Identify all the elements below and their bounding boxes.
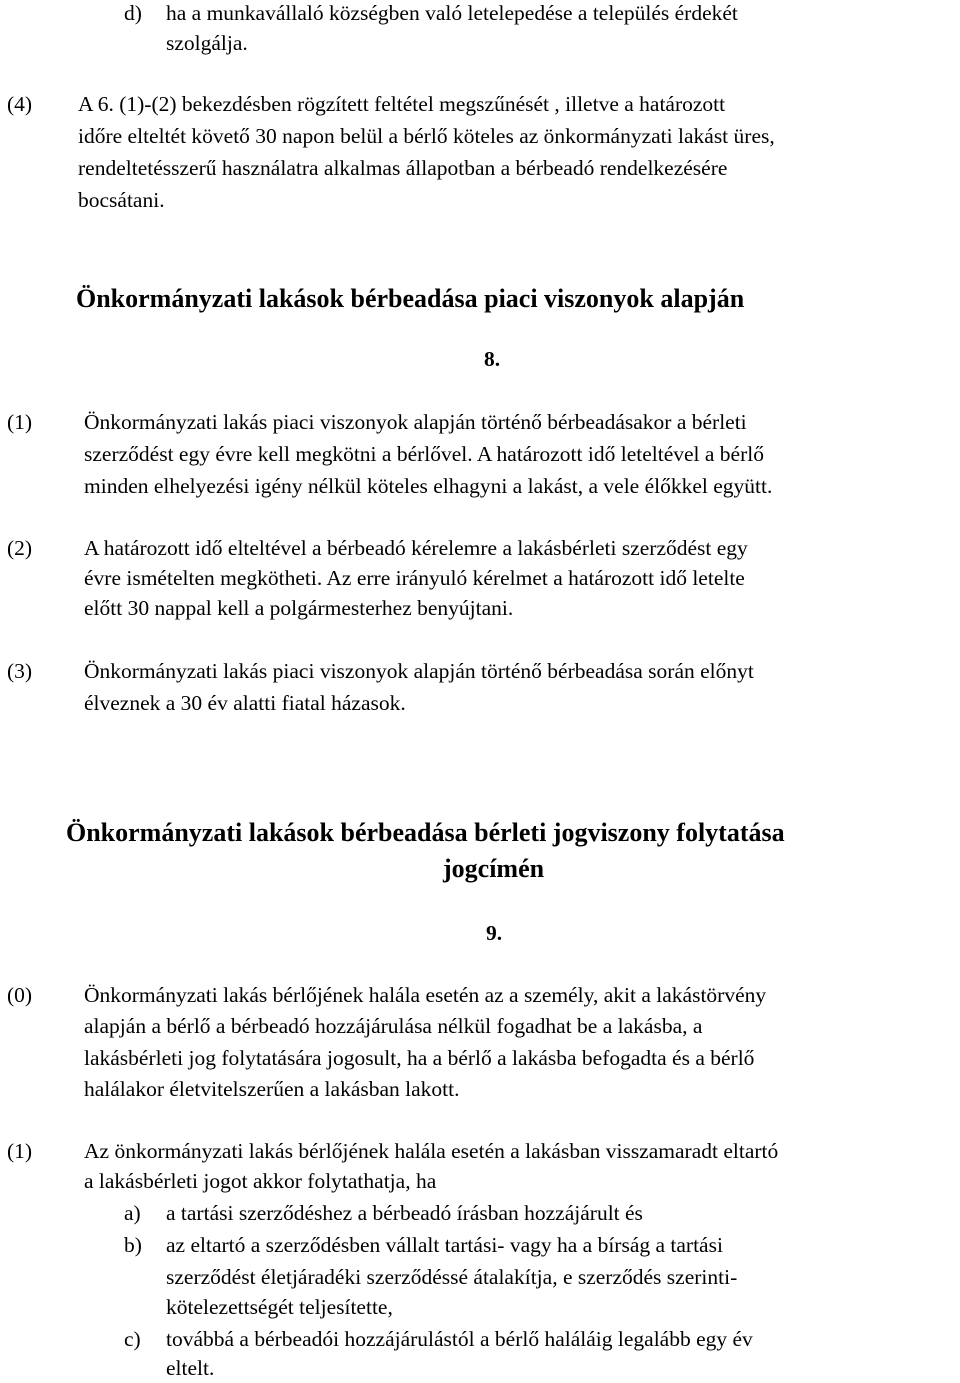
item-label-a: a) — [124, 1201, 141, 1225]
s8-paragraph-2-line-1: A határozott idő elteltével a bérbeadó kérelemre a lakásbérleti szerződést egy — [84, 536, 748, 560]
s9-paragraph-1-line-1: Az önkormányzati lakás bérlőjének halála esetén a lakásban visszamaradt eltartó — [84, 1139, 779, 1163]
s8-paragraph-3-line-1: Önkormányzati lakás piaci viszonyok alapján történő bérbeadása során előnyt — [84, 659, 754, 683]
s8-paragraph-3-line-2: élveznek a 30 év alatti fiatal házasok. — [84, 691, 406, 715]
item-b-line-1: az eltartó a szerződésben vállalt tartási- vagy ha a bírság a tartási — [166, 1233, 723, 1257]
s8-paragraph-1-line-2: szerződést egy évre kell megkötni a bérlővel. A határozott idő leteltével a bérlő — [84, 442, 764, 466]
section-8-number: 8. — [484, 347, 501, 371]
paragraph-4-line-3: rendeltetésszerű használatra alkalmas állapotban a bérbeadó rendelkezésére — [78, 156, 728, 180]
paragraph-4-line-4: bocsátani. — [78, 188, 165, 212]
s9-paragraph-1-line-2: a lakásbérleti jogot akkor folytathatja, ha — [84, 1169, 437, 1193]
s9-paragraph-0-line-3: lakásbérleti jog folytatására jogosult, ha a bérlő a lakásba befogadta és a bérlő — [84, 1046, 755, 1070]
paragraph-4-label: (4) — [7, 92, 33, 116]
item-a-line-1: a tartási szerződéshez a bérbeadó írásban hozzájárult és — [166, 1201, 643, 1225]
s8-paragraph-2-line-2: évre ismételten megkötheti. Az erre irányuló kérelmet a határozott idő letelte — [84, 566, 745, 590]
s9-paragraph-0-line-1: Önkormányzati lakás bérlőjének halála esetén az a személy, akit a lakástörvény — [84, 983, 767, 1007]
item-b-line-2: szerződést életjáradéki szerződéssé átalakítja, e szerződés szerinti- — [166, 1265, 738, 1289]
s9-paragraph-0-label: (0) — [7, 983, 33, 1007]
heading-continuation-line-2: jogcímén — [443, 854, 545, 883]
s9-paragraph-1-label: (1) — [7, 1139, 33, 1163]
item-c-line-1: továbbá a bérbeadói hozzájárulástól a bérlő haláláig legalább egy év — [166, 1327, 753, 1351]
item-d-line-2: szolgálja. — [166, 31, 248, 55]
s8-paragraph-1-line-1: Önkormányzati lakás piaci viszonyok alapján történő bérbeadásakor a bérleti — [84, 410, 747, 434]
s8-paragraph-1-line-3: minden elhelyezési igény nélkül köteles elhagyni a lakást, a vele élőkkel együtt. — [84, 474, 773, 498]
section-9-number: 9. — [486, 921, 503, 945]
s8-paragraph-3-label: (3) — [7, 659, 33, 683]
paragraph-4-line-1: A 6. (1)-(2) bekezdésben rögzített feltétel megszűnését , illetve a határozott — [78, 92, 726, 116]
item-label-b: b) — [124, 1233, 142, 1257]
item-label-c: c) — [124, 1327, 141, 1351]
item-label-d: d) — [124, 1, 142, 25]
heading-market-rental: Önkormányzati lakások bérbeadása piaci viszonyok alapján — [76, 284, 745, 313]
item-c-line-2: eltelt. — [166, 1356, 215, 1380]
s9-paragraph-0-line-4: halálakor életvitelszerűen a lakásban lakott. — [84, 1077, 460, 1101]
paragraph-4-line-2: időre elteltét követő 30 napon belül a bérlő köteles az önkormányzati lakást üres, — [78, 124, 775, 148]
item-d-line-1: ha a munkavállaló községben való letelepedése a település érdekét — [166, 1, 738, 25]
s8-paragraph-1-label: (1) — [7, 410, 33, 434]
s9-paragraph-0-line-2: alapján a bérlő a bérbeadó hozzájárulása nélkül fogadhat be a lakásba, a — [84, 1014, 703, 1038]
s8-paragraph-2-line-3: előtt 30 nappal kell a polgármesterhez benyújtani. — [84, 596, 514, 620]
s8-paragraph-2-label: (2) — [7, 536, 33, 560]
heading-continuation-line-1: Önkormányzati lakások bérbeadása bérleti jogviszony folytatása — [66, 818, 785, 847]
item-b-line-3: kötelezettségét teljesítette, — [166, 1295, 393, 1319]
